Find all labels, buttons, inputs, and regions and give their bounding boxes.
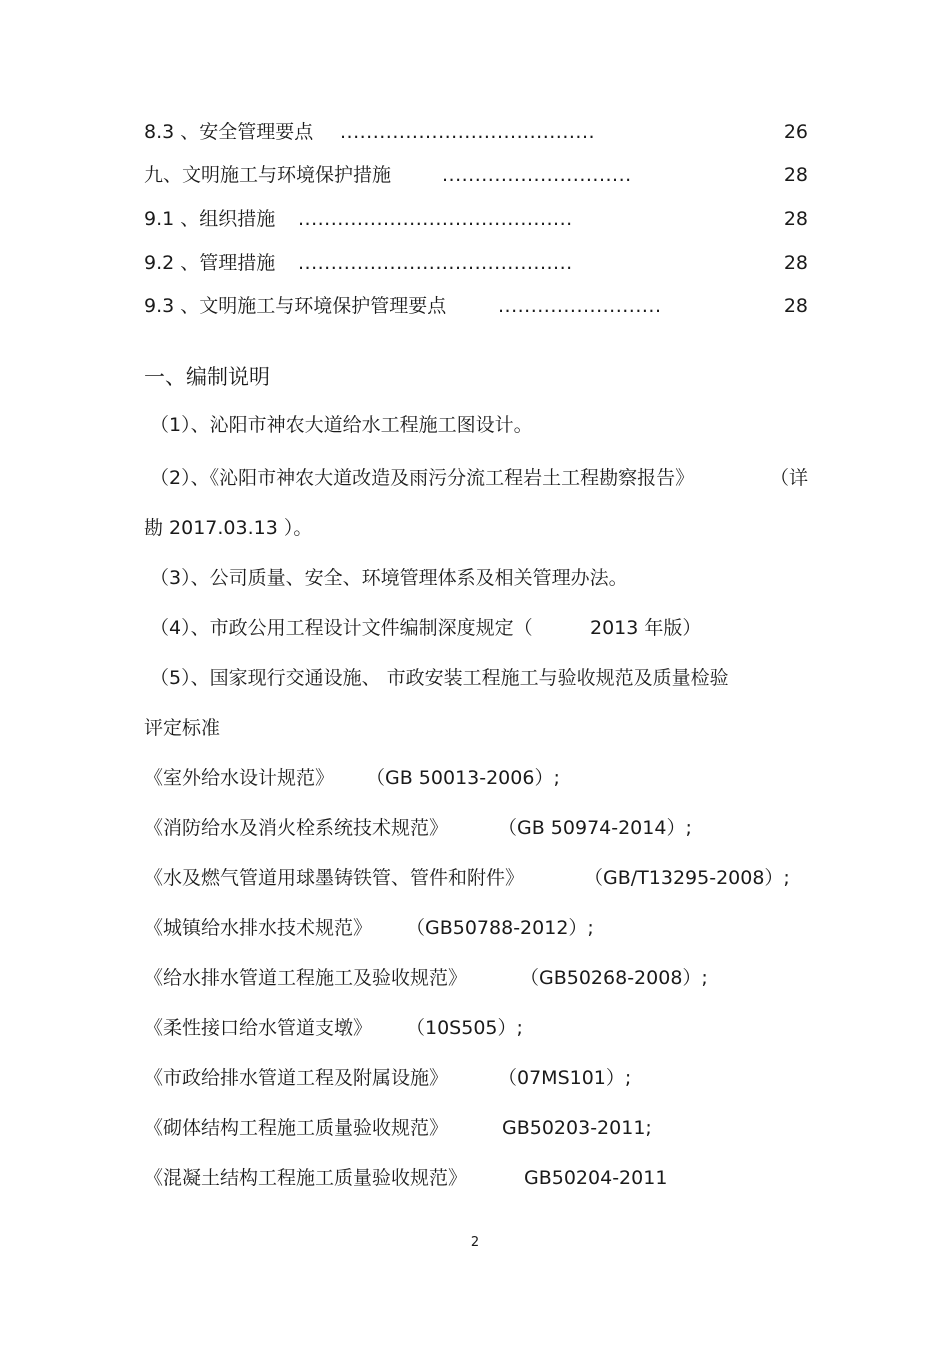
standard-reference: [144, 915, 594, 941]
standard-title: 《市政给排水管道工程及附属设施》: [144, 1067, 449, 1089]
standard-title: 《混凝土结构工程施工质量验收规范》: [144, 1167, 468, 1189]
standard-title: 《室外给水设计规范》: [144, 767, 335, 789]
basis-item-continuation: 评定标准: [144, 717, 221, 739]
standard-title: 《消防给水及消火栓系统技术规范》: [144, 817, 449, 839]
page-number: 2: [470, 1235, 480, 1250]
basis-item: （2）、《沁阳市神农大道改造及雨污分流工程岩土工程勘察报告》: [150, 467, 695, 489]
standard-reference: [144, 1165, 668, 1191]
standard-code: （GB50788-2012）;: [406, 917, 594, 939]
section-heading: 一、编制说明: [144, 365, 270, 389]
toc-label: 9.1 、组织措施: [144, 208, 276, 230]
basis-item: （5）、国家现行交通设施、 市政安装工程施工与验收规范及质量检验: [150, 667, 729, 689]
basis-item-continuation: 2013 年版）: [590, 617, 702, 639]
toc-label: 九、文明施工与环境保护措施: [144, 164, 392, 186]
standard-reference: [144, 1115, 652, 1141]
toc-page-number: 28: [783, 164, 808, 186]
toc-label: 9.3 、文明施工与环境保护管理要点: [144, 295, 447, 317]
standard-reference: [144, 815, 692, 841]
standard-code: （GB 50974-2014）;: [498, 817, 692, 839]
toc-leader-dots: .........................: [498, 295, 662, 317]
standard-title: 《柔性接口给水管道支墩》: [144, 1017, 373, 1039]
toc-leader-dots: ..........................................: [298, 208, 573, 230]
standard-reference: [144, 765, 560, 791]
standard-code: （GB50268-2008）;: [520, 967, 708, 989]
standard-reference: [144, 865, 790, 891]
basis-item: （1）、沁阳市神农大道给水工程施工图设计。: [150, 414, 533, 436]
toc-entry[interactable]: [144, 206, 808, 232]
toc-leader-dots: ..........................................: [298, 252, 573, 274]
toc-page-number: 28: [783, 295, 808, 317]
standard-code: GB50204-2011: [524, 1167, 668, 1189]
standard-title: 《砌体结构工程施工质量验收规范》: [144, 1117, 449, 1139]
toc-page-number: 28: [783, 208, 808, 230]
basis-item-continuation: 勘 2017.03.13 ）。: [144, 517, 313, 539]
toc-entry[interactable]: [144, 119, 808, 145]
standard-title: 《城镇给水排水技术规范》: [144, 917, 373, 939]
standard-code: GB50203-2011;: [502, 1117, 652, 1139]
toc-entry[interactable]: [144, 162, 808, 188]
standard-code: （GB/T13295-2008）;: [584, 867, 790, 889]
toc-label: 8.3 、安全管理要点: [144, 121, 314, 143]
toc-entry[interactable]: [144, 293, 808, 319]
toc-page-number: 28: [783, 252, 808, 274]
toc-leader-dots: .............................: [442, 164, 632, 186]
basis-item: （4）、市政公用工程设计文件编制深度规定（: [150, 617, 533, 639]
standard-code: （07MS101）;: [498, 1067, 632, 1089]
standard-title: 《给水排水管道工程施工及验收规范》: [144, 967, 468, 989]
toc-label: 9.2 、管理措施: [144, 252, 276, 274]
standard-reference: [144, 965, 708, 991]
standard-code: （GB 50013-2006）;: [366, 767, 560, 789]
toc-page-number: 26: [783, 121, 808, 143]
basis-item: （3）、公司质量、安全、环境管理体系及相关管理办法。: [150, 567, 628, 589]
standard-reference: [144, 1015, 523, 1041]
standard-reference: [144, 1065, 632, 1091]
standard-title: 《水及燃气管道用球墨铸铁管、管件和附件》: [144, 867, 525, 889]
basis-item-continuation: （详: [770, 467, 809, 489]
toc-entry[interactable]: [144, 250, 808, 276]
standard-code: （10S505）;: [406, 1017, 523, 1039]
toc-leader-dots: .......................................: [340, 121, 596, 143]
